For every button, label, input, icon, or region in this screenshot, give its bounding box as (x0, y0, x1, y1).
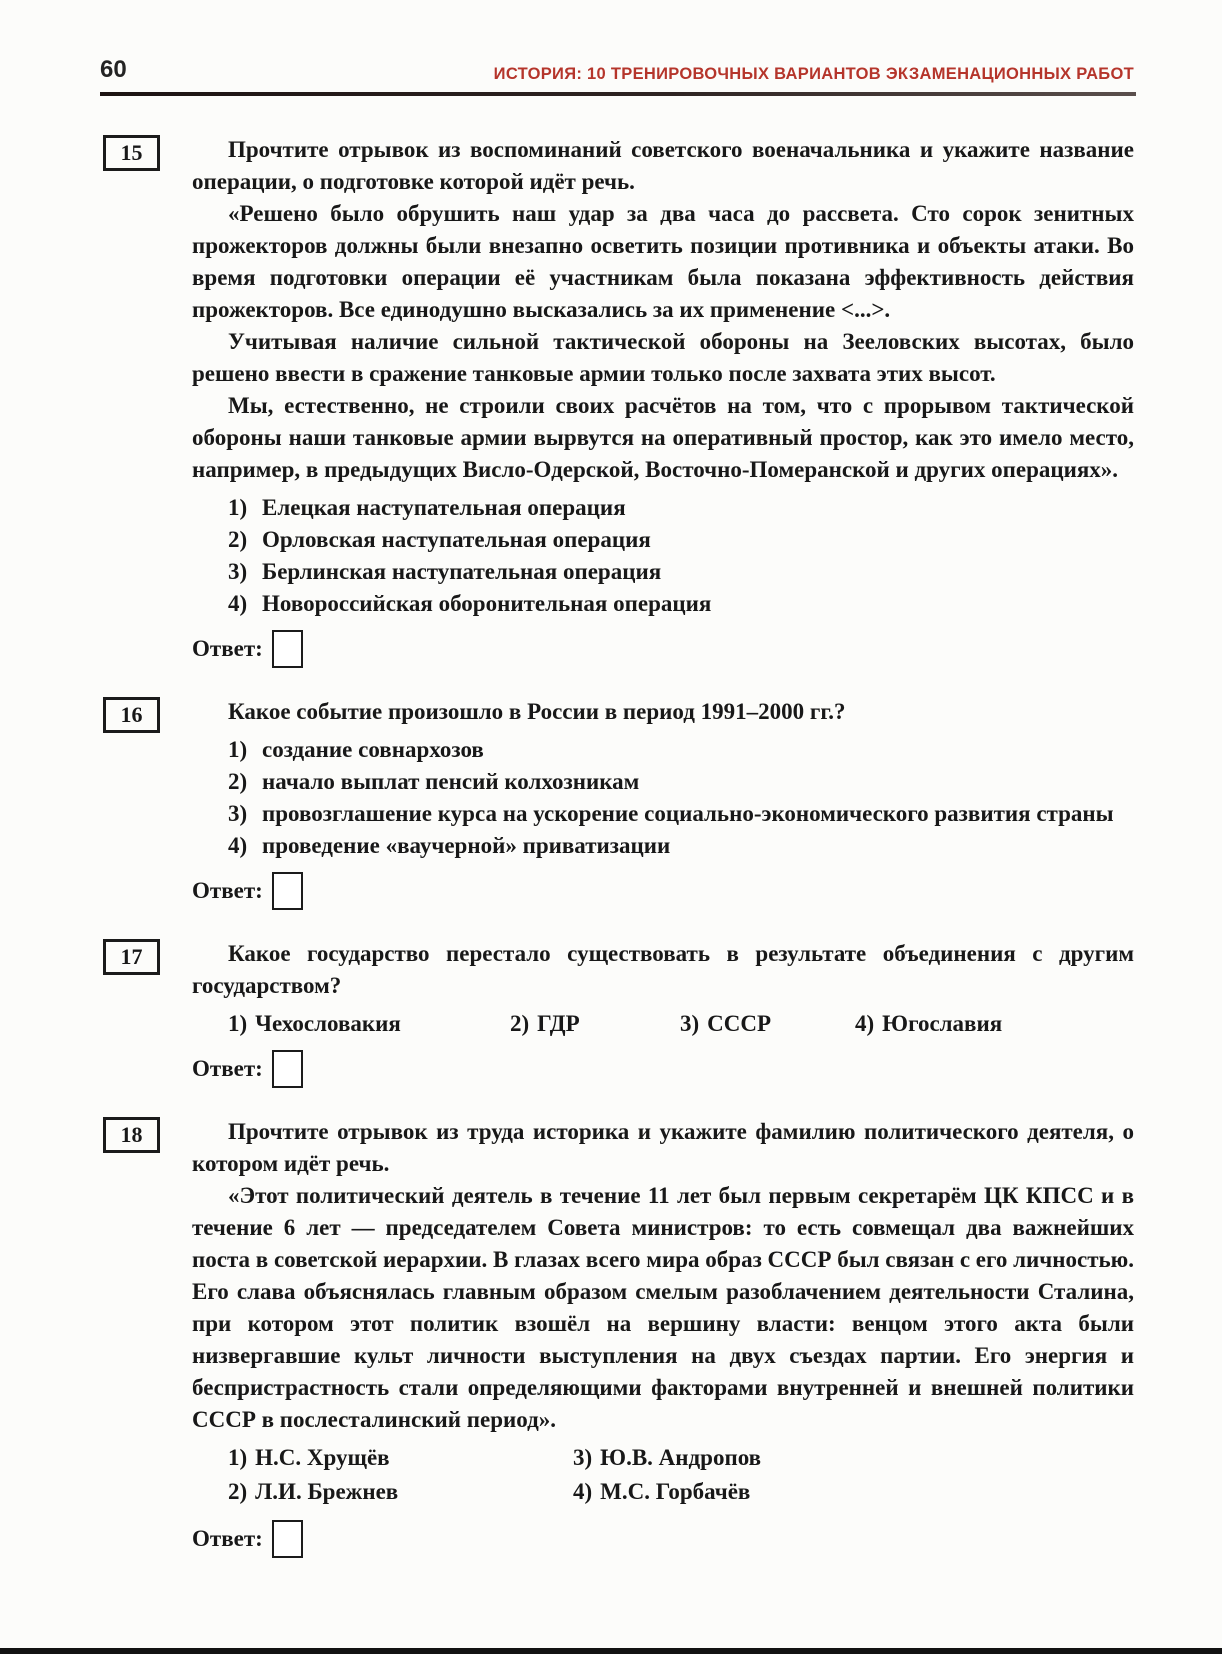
header-title: ИСТОРИЯ: 10 ТРЕНИРОВОЧНЫХ ВАРИАНТОВ ЭКЗАМЕНАЦИОННЫХ РАБОТ (493, 65, 1134, 83)
quote-paragraph: «Решено было обрушить наш удар за два часа до рассвета. Сто сорок зенитных прожекторов должны были внезапно осветить позиции противника и объекты атаки. Во время подготовки операции её участникам была показана эффективность действия прожекторов. Все единодушно высказались за их применение <...>. (192, 201, 1134, 322)
option-label: создание совнархозов (262, 737, 484, 762)
answer-input-box[interactable] (272, 1520, 303, 1558)
option-number: 1) (228, 1011, 248, 1036)
option-item (228, 1476, 573, 1510)
option-label: Новороссийская оборонительная операция (262, 591, 712, 616)
question-18 (120, 1116, 1134, 1558)
option-item (510, 1008, 680, 1040)
option-item (192, 734, 1134, 766)
answer-row (192, 1050, 1134, 1088)
option-number: 4) (228, 591, 248, 616)
option-label: Чехословакия (255, 1011, 401, 1036)
option-number: 1) (228, 737, 248, 762)
option-number: 4) (855, 1011, 875, 1036)
page-content (120, 134, 1134, 1586)
option-label: Югославия (882, 1011, 1003, 1036)
option-item (192, 588, 1134, 620)
question-15 (120, 134, 1134, 668)
option-label: проведение «ваучерной» приватизации (262, 833, 671, 858)
quote-paragraph: Учитывая наличие сильной тактической обороны на Зееловских высотах, было решено ввести в сражение танковые армии только после захвата этих высот. (192, 329, 1134, 386)
option-number: 2) (510, 1011, 530, 1036)
option-item (680, 1008, 855, 1040)
option-label: Берлинская наступательная операция (262, 559, 662, 584)
option-number: 1) (228, 495, 248, 520)
option-item (192, 766, 1134, 798)
option-item (855, 1008, 1002, 1040)
answer-label: Ответ: (192, 878, 263, 903)
option-number: 2) (228, 1479, 248, 1504)
quote-paragraph: «Этот политический деятель в течение 11 лет был первым секретарём ЦК КПСС и в течение 6 лет — председателем Совета министров: то есть совмещал два важнейших поста в советской иерархии. В глазах всего мира образ СССР был связан с его личностью. Его слава объяснялась главным образом смелым разоблачением деятельности Сталина, при котором этот политик взошёл на вершину власти: венцом этого акта были низвергавшие культ личности выступления на двух съездах партии. Его энергия и беспристрастность стали определяющими факторами внутренней и внешней политики СССР в послесталинский период». (192, 1183, 1134, 1432)
option-number: 4) (573, 1479, 593, 1504)
header-rule (100, 92, 1136, 96)
question-number-box (103, 1117, 160, 1153)
answer-label: Ответ: (192, 1526, 263, 1551)
page-number: 60 (100, 56, 127, 83)
option-item (228, 1008, 510, 1040)
question-intro: Какое государство перестало существовать в результате объединения с другим государством? (192, 941, 1134, 998)
page-bottom-edge (0, 1648, 1222, 1654)
options-list (192, 1008, 1134, 1040)
option-label: начало выплат пенсий колхозникам (262, 769, 640, 794)
question-intro: Прочтите отрывок из воспоминаний советского военачальника и укажите название операции, о подготовке которой идёт речь. (192, 137, 1134, 194)
option-number: 2) (228, 769, 248, 794)
option-item (192, 524, 1134, 556)
option-number: 3) (680, 1011, 700, 1036)
quote-paragraph: Мы, естественно, не строили своих расчётов на том, что с прорывом тактической обороны наши танковые армии вырвутся на оперативный простор, как это имело место, например, в предыдущих Висло-Одерской, Восточно-Померанской и других операциях». (192, 393, 1134, 482)
option-label: Л.И. Брежнев (255, 1479, 399, 1504)
question-17 (120, 938, 1134, 1088)
answer-label: Ответ: (192, 636, 263, 661)
option-item (192, 798, 1134, 830)
option-number: 3) (573, 1445, 593, 1470)
answer-label: Ответ: (192, 1056, 263, 1081)
answer-row (192, 1520, 1134, 1558)
option-number: 3) (228, 559, 248, 584)
option-label: М.С. Горбачёв (600, 1479, 751, 1504)
option-item (573, 1476, 1134, 1510)
option-item (228, 1442, 573, 1476)
options-list (192, 734, 1134, 862)
question-intro: Прочтите отрывок из труда историка и укажите фамилию политического деятеля, о котором идёт речь. (192, 1119, 1134, 1176)
option-number: 3) (228, 801, 248, 826)
question-number: 16 (120, 702, 143, 727)
question-number-box (103, 939, 160, 975)
question-16 (120, 696, 1134, 910)
question-number: 15 (120, 140, 143, 165)
options-list (192, 1442, 1134, 1510)
option-label: ГДР (537, 1011, 580, 1036)
option-label: Ю.В. Андропов (600, 1445, 762, 1470)
answer-input-box[interactable] (272, 1050, 303, 1088)
answer-row (192, 630, 1134, 668)
option-label: Орловская наступательная операция (262, 527, 651, 552)
question-number-box (103, 697, 160, 733)
question-number: 18 (120, 1122, 143, 1147)
question-number-box (103, 135, 160, 171)
option-number: 4) (228, 833, 248, 858)
option-item (192, 492, 1134, 524)
option-number: 1) (228, 1445, 248, 1470)
answer-input-box[interactable] (272, 872, 303, 910)
option-item (192, 556, 1134, 588)
option-label: провозглашение курса на ускорение социально-экономического развития страны (262, 801, 1114, 826)
option-label: Елецкая наступательная операция (262, 495, 626, 520)
option-number: 2) (228, 527, 248, 552)
answer-row (192, 872, 1134, 910)
options-list (192, 492, 1134, 620)
option-label: СССР (707, 1011, 772, 1036)
option-label: Н.С. Хрущёв (255, 1445, 390, 1470)
option-item (192, 830, 1134, 862)
question-number: 17 (120, 944, 143, 969)
answer-input-box[interactable] (272, 630, 303, 668)
option-item (573, 1442, 1134, 1476)
question-intro: Какое событие произошло в России в период 1991–2000 гг.? (228, 699, 846, 724)
page-header (100, 56, 1134, 84)
